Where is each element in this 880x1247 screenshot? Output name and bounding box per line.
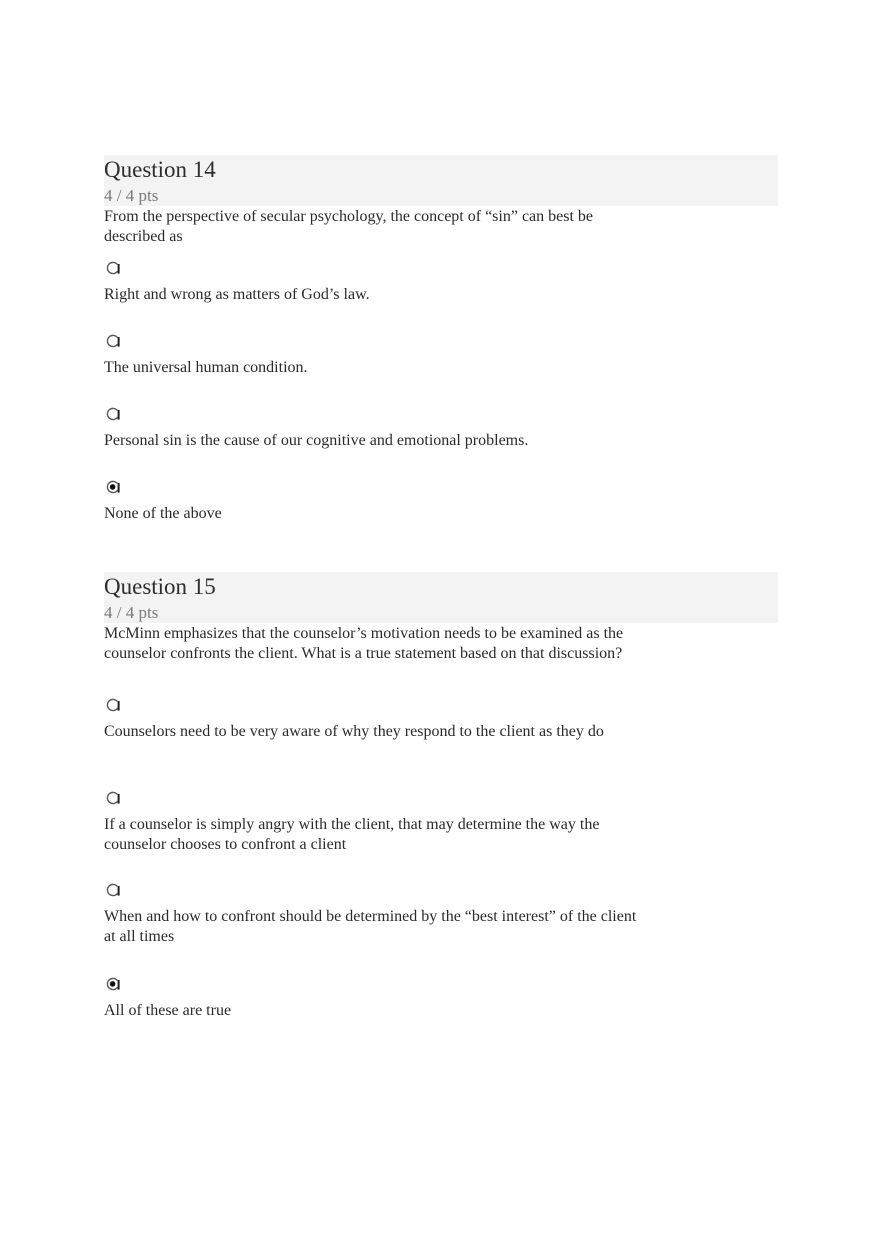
radio-unselected-icon[interactable] bbox=[105, 333, 121, 349]
radio-unselected-icon[interactable] bbox=[105, 697, 121, 713]
question-points: 4 / 4 pts bbox=[104, 603, 159, 622]
question-title: Question 14 bbox=[104, 157, 216, 182]
radio-unselected-icon[interactable] bbox=[105, 406, 121, 422]
question-points: 4 / 4 pts bbox=[104, 186, 159, 205]
question-prompt: From the perspective of secular psychology, the concept of “sin” can best be described as bbox=[104, 208, 594, 245]
answer-option-label: When and how to confront should be determined by the “best interest” of the client at all times bbox=[104, 908, 637, 945]
radio-selected-icon[interactable] bbox=[105, 976, 121, 992]
radio-unselected-icon[interactable] bbox=[105, 882, 121, 898]
question-prompt: McMinn emphasizes that the counselor’s motivation needs to be examined as the counselor confronts the client. What is a true statement based on that discussion? bbox=[104, 625, 624, 662]
answer-option-label: Counselors need to be very aware of why they respond to the client as they do bbox=[104, 723, 604, 740]
radio-unselected-icon[interactable] bbox=[105, 790, 121, 806]
answer-option-label: All of these are true bbox=[104, 1002, 232, 1019]
answer-option-label: Personal sin is the cause of our cognitive and emotional problems. bbox=[104, 432, 529, 449]
radio-unselected-icon[interactable] bbox=[105, 260, 121, 276]
question-header bbox=[104, 572, 778, 623]
answer-option-label: None of the above bbox=[104, 505, 222, 522]
question-header bbox=[104, 155, 778, 206]
answer-option-label: If a counselor is simply angry with the client, that may determine the way the counselor chooses to confront a client bbox=[104, 816, 600, 853]
answer-option-label: The universal human condition. bbox=[104, 359, 308, 376]
question-title: Question 15 bbox=[104, 574, 216, 599]
answer-option-label: Right and wrong as matters of God’s law. bbox=[104, 286, 370, 303]
radio-selected-icon[interactable] bbox=[105, 479, 121, 495]
